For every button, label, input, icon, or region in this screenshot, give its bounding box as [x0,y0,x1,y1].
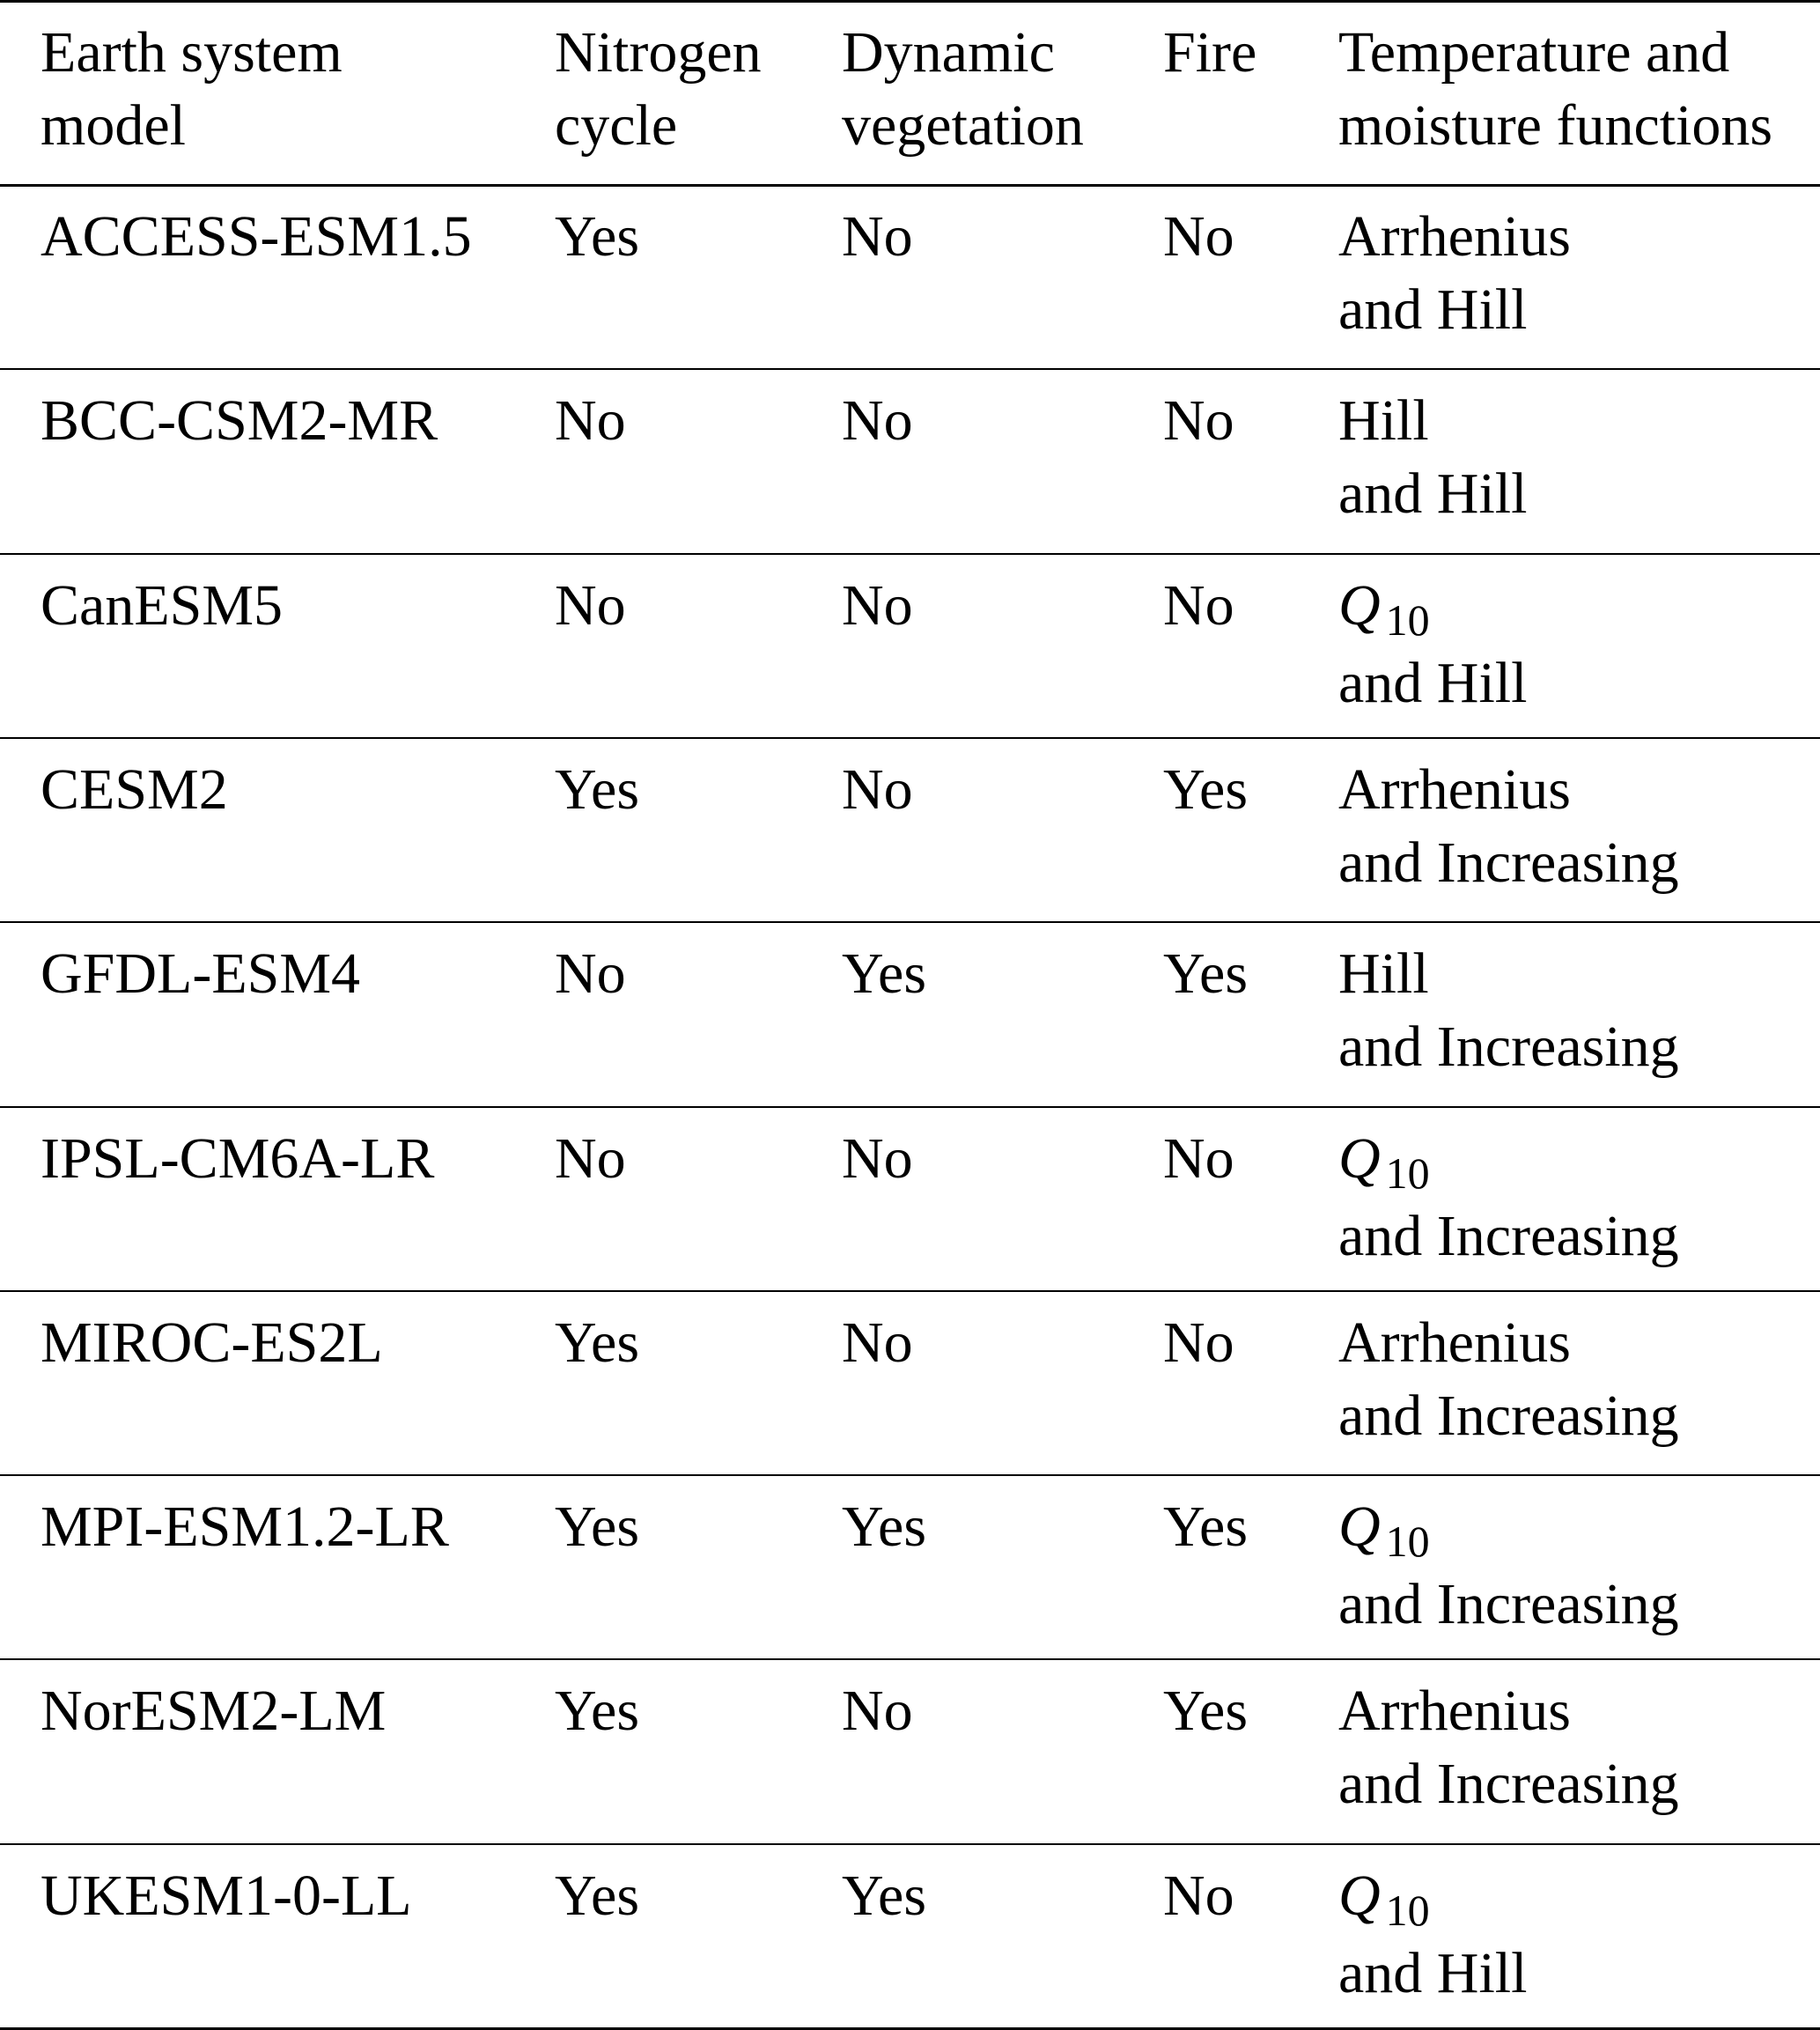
nitrogen-cycle-cell: Yes [555,1310,640,1375]
temperature-function-subscript: 10 [1385,1148,1430,1198]
model-name-cell: UKESM1-0-LL [41,1863,412,1928]
fire-cell: No [1163,1863,1234,1928]
row-separator [0,1474,1820,1476]
header-rule [0,184,1820,187]
row-separator [0,1843,1820,1845]
temperature-moisture-functions-cell [1338,1490,1679,1641]
row-separator [0,1658,1820,1660]
temperature-moisture-functions-cell [1338,1859,1527,2010]
top-rule [0,0,1820,3]
header-line: Nitrogen [555,20,762,85]
fire-cell: Yes [1163,1679,1249,1744]
temperature-function-label: Hill [1338,388,1429,454]
dynamic-vegetation-cell: Yes [842,1863,927,1928]
temperature-function-subscript: 10 [1385,1885,1430,1935]
dynamic-vegetation-cell: No [842,572,913,638]
header-fire [1163,16,1256,89]
temperature-function [1338,1306,1679,1379]
moisture-function: and Increasing [1338,1572,1679,1637]
temperature-function-label: Arrhenius [1338,1679,1571,1744]
header-line: vegetation [842,93,1084,158]
fire-cell: No [1163,204,1234,269]
temperature-function-label: Hill [1338,941,1429,1007]
temperature-function [1338,384,1527,457]
moisture-function: and Hill [1338,650,1528,715]
temperature-moisture-functions-cell [1338,937,1679,1083]
temperature-function [1338,753,1679,826]
header-line: Fire [1163,20,1257,85]
nitrogen-cycle-cell: Yes [555,1679,640,1744]
dynamic-vegetation-cell: No [842,1126,913,1191]
temperature-function [1338,1674,1679,1747]
temperature-function-subscript: 10 [1385,1517,1430,1567]
temperature-function-label: Q [1338,1126,1381,1191]
dynamic-vegetation-cell: No [842,204,913,269]
nitrogen-cycle-cell: No [555,1126,626,1191]
moisture-function: and Hill [1338,461,1528,527]
fire-cell: No [1163,1310,1234,1375]
temperature-function [1338,1490,1679,1568]
temperature-moisture-functions-cell [1338,384,1527,530]
temperature-moisture-functions-cell [1338,1674,1679,1820]
row-separator [0,553,1820,555]
header-line: model [41,93,186,158]
temperature-moisture-functions-cell [1338,753,1679,899]
nitrogen-cycle-cell: Yes [555,1863,640,1928]
nitrogen-cycle-cell: Yes [555,1495,640,1560]
header-temperature-moisture-functions [1338,16,1772,162]
row-separator [0,1290,1820,1292]
temperature-moisture-functions-cell [1338,200,1571,346]
model-name-cell: MPI-ESM1.2-LR [41,1495,449,1560]
row-separator [0,368,1820,370]
temperature-moisture-functions-cell [1338,1306,1679,1452]
nitrogen-cycle-cell: Yes [555,757,640,822]
header-nitrogen-cycle [555,16,762,162]
header-line: cycle [555,93,678,158]
moisture-function: and Increasing [1338,1752,1679,1817]
temperature-function-label: Q [1338,1863,1381,1928]
row-separator [0,737,1820,739]
nitrogen-cycle-cell: No [555,572,626,638]
temperature-function-label: Q [1338,1495,1381,1560]
temperature-moisture-functions-cell [1338,569,1527,720]
model-name-cell: CESM2 [41,757,228,822]
header-dynamic-vegetation [842,16,1084,162]
temperature-function-subscript: 10 [1385,594,1430,645]
moisture-function: and Increasing [1338,1015,1679,1080]
model-name-cell: GFDL-ESM4 [41,941,361,1007]
temperature-function-label: Arrhenius [1338,1310,1571,1375]
nitrogen-cycle-cell: No [555,941,626,1007]
header-earth-system-model [41,16,343,162]
row-separator [0,1106,1820,1108]
moisture-function: and Hill [1338,277,1528,342]
dynamic-vegetation-cell: No [842,1310,913,1375]
header-line: Earth system [41,20,343,85]
fire-cell: No [1163,1126,1234,1191]
moisture-function: and Increasing [1338,1203,1679,1268]
dynamic-vegetation-cell: Yes [842,941,927,1007]
model-name-cell: NorESM2-LM [41,1679,387,1744]
temperature-moisture-functions-cell [1338,1122,1679,1273]
temperature-function [1338,1122,1679,1200]
nitrogen-cycle-cell: Yes [555,204,640,269]
header-line: Temperature and [1338,20,1730,85]
row-separator [0,921,1820,923]
moisture-function: and Hill [1338,1940,1528,2005]
fire-cell: Yes [1163,1495,1249,1560]
fire-cell: Yes [1163,757,1249,822]
fire-cell: Yes [1163,941,1249,1007]
dynamic-vegetation-cell: Yes [842,1495,927,1560]
model-name-cell: CanESM5 [41,572,284,638]
dynamic-vegetation-cell: No [842,757,913,822]
header-line: moisture functions [1338,93,1773,158]
temperature-function [1338,200,1571,273]
temperature-function [1338,937,1679,1010]
dynamic-vegetation-cell: No [842,388,913,454]
temperature-function [1338,1859,1527,1937]
model-name-cell: IPSL-CM6A-LR [41,1126,435,1191]
nitrogen-cycle-cell: No [555,388,626,454]
fire-cell: No [1163,572,1234,638]
temperature-function [1338,569,1527,646]
dynamic-vegetation-cell: No [842,1679,913,1744]
header-line: Dynamic [842,20,1055,85]
model-name-cell: ACCESS-ESM1.5 [41,204,472,269]
moisture-function: and Increasing [1338,1383,1679,1448]
model-name-cell: BCC-CSM2-MR [41,388,438,454]
temperature-function-label: Arrhenius [1338,757,1571,822]
temperature-function-label: Arrhenius [1338,204,1571,269]
temperature-function-label: Q [1338,572,1381,638]
model-name-cell: MIROC-ES2L [41,1310,383,1375]
fire-cell: No [1163,388,1234,454]
moisture-function: and Increasing [1338,830,1679,895]
